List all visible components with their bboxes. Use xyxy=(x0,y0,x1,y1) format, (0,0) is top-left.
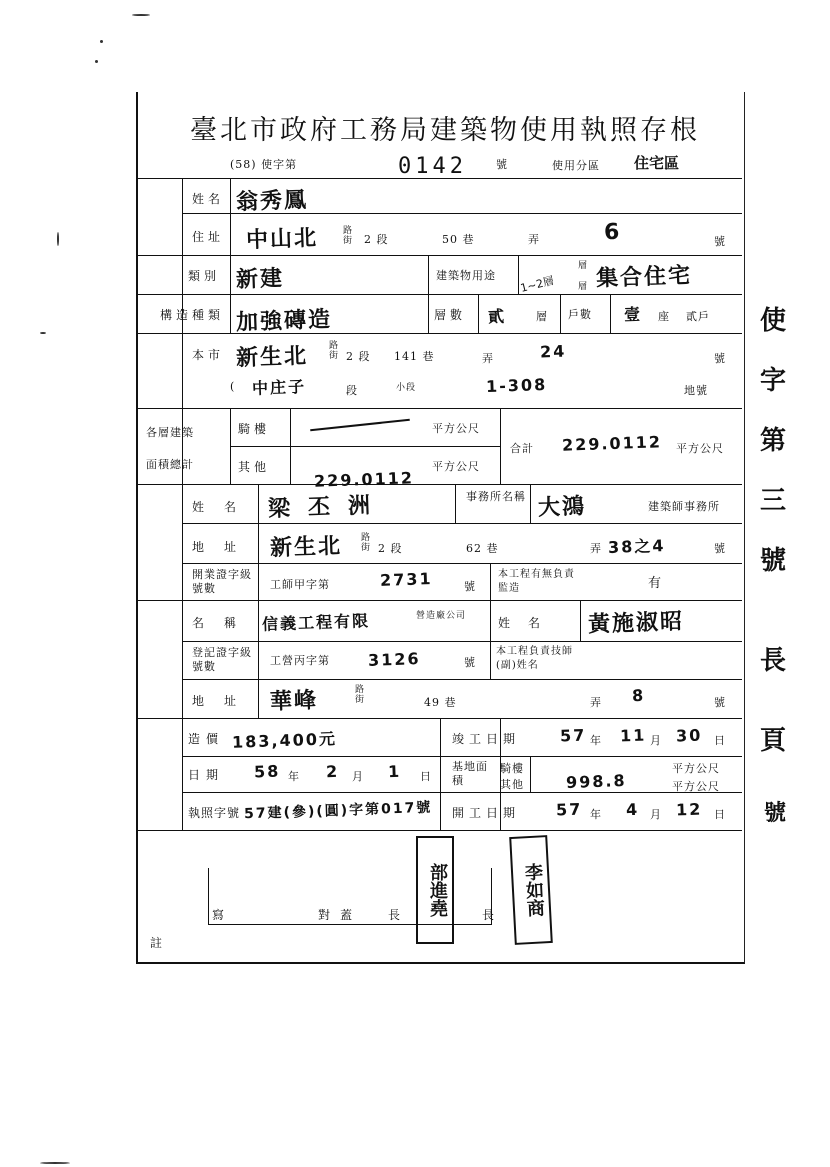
contractor-name-label: 名稱 xyxy=(192,616,257,630)
type-value: 新建 xyxy=(235,266,285,293)
architect-supervise-value: 有 xyxy=(648,576,662,591)
permit-suffix: 號 xyxy=(496,158,508,171)
struct-label: 構造種類 xyxy=(160,308,225,322)
footer-note: 註 xyxy=(150,936,167,950)
area-total-value: 229.0112 xyxy=(561,432,663,455)
margin-char-3: 第 xyxy=(760,426,787,456)
households-label: 戶數 xyxy=(568,308,592,321)
date-label: 日期 xyxy=(188,768,225,782)
site-alley: 弄 xyxy=(482,352,494,365)
base-unit-2: 平方公尺 xyxy=(672,780,720,793)
owner-number: 6 xyxy=(603,219,622,246)
area-unit-3: 平方公尺 xyxy=(676,442,724,455)
site-subsection-label: 小段 xyxy=(396,383,417,393)
floors-label: 層數 xyxy=(434,308,467,322)
use-note: 1~2層 xyxy=(519,274,556,295)
owner-lane: 50 巷 xyxy=(442,233,475,246)
permit-ref-label: 執照字號 xyxy=(188,806,241,820)
owner-section: 2 段 xyxy=(364,233,389,246)
date-day: 1 xyxy=(387,761,402,782)
seal-stamp-2: 李如商 xyxy=(509,835,553,945)
owner-name-value: 翁秀鳳 xyxy=(235,187,309,216)
architect-alley: 弄 xyxy=(590,542,602,555)
zone-label: 使用分區 xyxy=(552,159,600,172)
area-unit-1: 平方公尺 xyxy=(432,422,480,435)
cost-value: 183,400元 xyxy=(231,729,338,752)
margin-char-1: 使 xyxy=(760,306,787,336)
permit-number: 0142 xyxy=(398,154,467,179)
margin-char-2: 字 xyxy=(760,366,787,396)
architect-hao: 號 xyxy=(714,542,726,555)
architect-supervise-label: 本工程有無負責監造 xyxy=(498,569,575,594)
base-arcade-label: 騎樓 xyxy=(500,762,524,775)
architect-license-value: 工師甲字第 xyxy=(270,578,330,591)
contractor-number: 8 xyxy=(631,685,646,706)
contractor-person-value: 黃施淑昭 xyxy=(587,609,685,638)
owner-road-suffix: 路街 xyxy=(341,225,351,245)
contractor-person-label: 姓名 xyxy=(498,616,559,630)
architect-number: 38之4 xyxy=(607,536,666,557)
area-total-label: 合計 xyxy=(510,442,534,455)
architect-name-label: 姓名 xyxy=(192,500,257,514)
area-label-bottom: 面積總計 xyxy=(146,458,194,471)
margin-char-5: 號 xyxy=(760,546,787,576)
date-month: 2 xyxy=(325,761,340,782)
owner-address-value: 中山北 xyxy=(245,225,319,254)
footer-char-2: 對 xyxy=(318,908,335,922)
households-unit: 座 xyxy=(658,310,670,323)
contractor-reg-value: 工營丙字第 xyxy=(270,654,330,667)
site-road-suffix: 路街 xyxy=(327,340,337,360)
site-open-paren: ( xyxy=(230,380,236,393)
area-other-value: 229.0112 xyxy=(313,468,415,491)
area-label-top: 各層建築 xyxy=(146,426,194,439)
site-section-label: 段 xyxy=(346,384,358,397)
households-value: 壹 xyxy=(623,304,643,325)
site-alley-value: 24 xyxy=(539,341,567,362)
use-floor2: 層 xyxy=(578,282,589,292)
contractor-address-label: 地址 xyxy=(192,694,257,708)
footer-char-5: 長 xyxy=(482,908,499,922)
architect-lane: 62 巷 xyxy=(466,542,499,555)
date-m: 月 xyxy=(352,770,364,783)
zone-value: 住宅區 xyxy=(634,154,680,172)
type-label: 類別 xyxy=(188,269,221,283)
architect-address-label: 地址 xyxy=(192,540,257,554)
base-value: 998.8 xyxy=(565,770,627,793)
start-day: 12 xyxy=(675,799,703,820)
site-land-number: 1-308 xyxy=(485,374,548,397)
cost-label: 造價 xyxy=(188,732,225,746)
area-other-label: 其他 xyxy=(238,460,271,474)
base-other-label: 其他 xyxy=(500,778,524,791)
start-label: 開工日期 xyxy=(452,806,521,820)
architect-license-number: 2731 xyxy=(379,569,433,590)
contractor-reg-label: 登記證字級號數 xyxy=(192,646,252,673)
date-d: 日 xyxy=(420,770,432,783)
use-floor1: 層 xyxy=(578,261,589,271)
contractor-company-suffix: 營造廠公司 xyxy=(416,611,467,621)
margin-char-6: 長 xyxy=(760,646,787,676)
margin-char-4: 三 xyxy=(760,486,787,516)
base-area-label: 基地面積 xyxy=(452,760,488,787)
site-section: 2 段 xyxy=(346,350,371,363)
completion-d: 日 xyxy=(714,734,726,747)
date-y: 年 xyxy=(288,770,300,783)
start-m: 月 xyxy=(650,808,662,821)
architect-office-suffix: 建築師事務所 xyxy=(648,500,720,513)
footer-char-3: 蓋 xyxy=(340,908,357,922)
owner-name-label: 姓名 xyxy=(192,192,225,206)
architect-name-value: 梁丕洲 xyxy=(267,492,389,523)
date-year: 58 xyxy=(253,761,281,782)
completion-label: 竣工日期 xyxy=(452,732,521,746)
site-city-label: 本市 xyxy=(192,348,225,362)
site-land-suffix: 地號 xyxy=(684,384,708,397)
start-year: 57 xyxy=(555,799,583,820)
architect-section: 2 段 xyxy=(378,542,403,555)
households-unit2: 貳戶 xyxy=(686,310,710,323)
architect-license-hao: 號 xyxy=(464,580,476,593)
start-month: 4 xyxy=(625,799,640,820)
completion-m: 月 xyxy=(650,734,662,747)
use-label: 建築物用途 xyxy=(436,269,496,282)
contractor-reg-hao: 號 xyxy=(464,656,476,669)
start-d: 日 xyxy=(714,808,726,821)
area-arcade-label: 騎樓 xyxy=(238,422,271,436)
seal-stamp-1: 部進堯 xyxy=(416,836,454,944)
owner-address-label: 住址 xyxy=(192,230,225,244)
margin-char-7: 頁 xyxy=(760,726,787,756)
owner-hao: 號 xyxy=(714,235,726,248)
architect-office-value: 大鴻 xyxy=(537,494,587,521)
area-unit-2: 平方公尺 xyxy=(432,460,480,473)
completion-y: 年 xyxy=(590,734,602,747)
struct-value: 加強磚造 xyxy=(235,307,333,336)
architect-license-label: 開業證字級號數 xyxy=(192,568,252,595)
owner-alley: 弄 xyxy=(528,233,540,246)
start-y: 年 xyxy=(590,808,602,821)
contractor-name-value: 信義工程有限 xyxy=(261,611,371,634)
site-road: 新生北 xyxy=(235,343,309,372)
architect-address-value: 新生北 xyxy=(269,533,343,562)
site-district: 中庄子 xyxy=(251,377,307,398)
contractor-lane: 49 巷 xyxy=(424,696,457,709)
use-value: 集合住宅 xyxy=(595,263,693,292)
base-unit-1: 平方公尺 xyxy=(672,762,720,775)
completion-month: 11 xyxy=(619,725,647,746)
floors-value: 貳 xyxy=(487,306,507,327)
contractor-reg-number: 3126 xyxy=(367,649,421,670)
contractor-alley: 弄 xyxy=(590,696,602,709)
architect-road-suffix: 路街 xyxy=(359,532,369,552)
footer-char-4: 長 xyxy=(388,908,405,922)
completion-year: 57 xyxy=(559,725,587,746)
architect-office-label: 事務所名稱 xyxy=(466,490,526,503)
permit-ref-value: 57建(參)(圓)字第017號 xyxy=(243,799,433,823)
floors-unit: 層 xyxy=(536,310,548,323)
document-title: 臺北市政府工務局建築物使用執照存根 xyxy=(190,115,700,146)
contractor-road-suffix: 路街 xyxy=(353,684,363,704)
contractor-hao: 號 xyxy=(714,696,726,709)
contractor-tech-label: 本工程負責技師(副)姓名 xyxy=(496,646,573,671)
margin-char-8: 號 xyxy=(764,801,787,826)
permit-form xyxy=(136,92,745,964)
permit-prefix: (58) 使字第 xyxy=(230,158,298,171)
site-lane: 141 巷 xyxy=(394,350,435,363)
contractor-address-value: 華峰 xyxy=(269,688,319,715)
footer-char-1: 寫 xyxy=(212,908,229,922)
site-hao: 號 xyxy=(714,352,726,365)
completion-day: 30 xyxy=(675,725,703,746)
